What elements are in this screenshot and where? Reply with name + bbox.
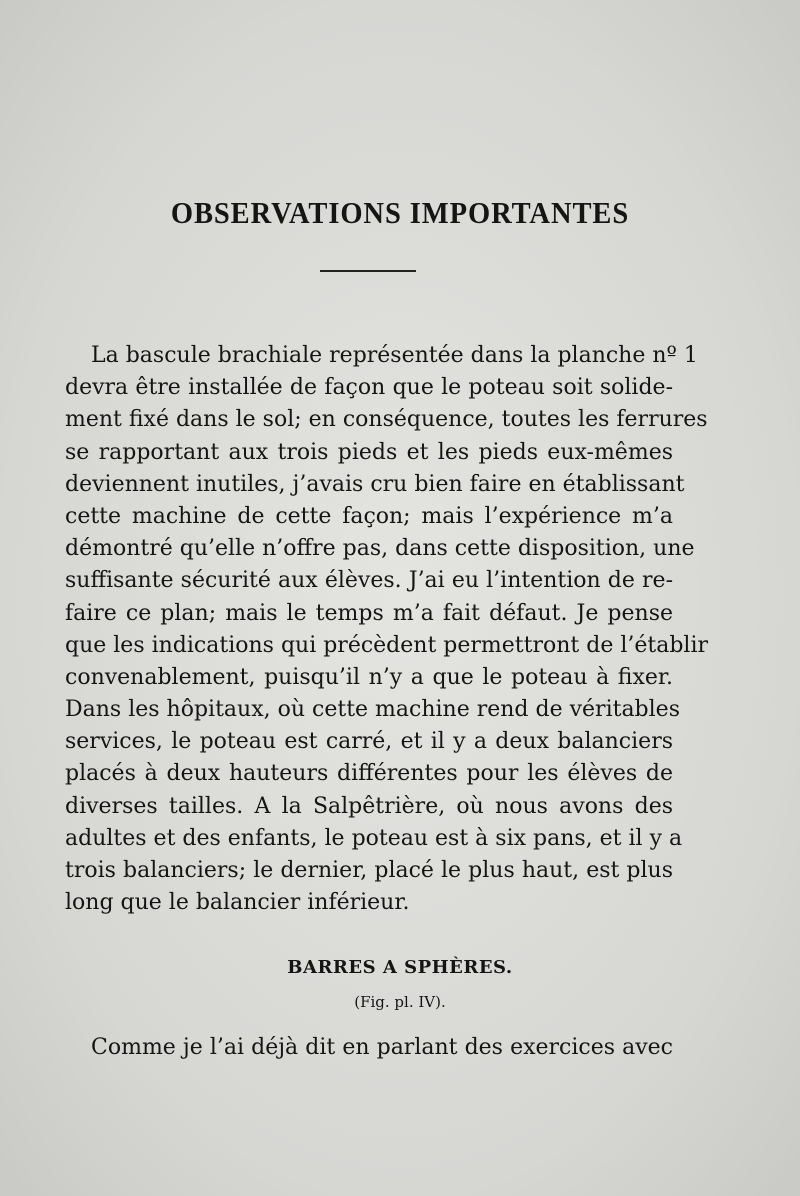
paragraph-line: cette machine de cette façon; mais l’expérience m’a [65,503,673,529]
page-title: OBSERVATIONS IMPORTANTES [170,195,630,230]
paragraph-line: se rapportant aux trois pieds et les pieds eux-mêmes [65,439,673,465]
paragraph-line: ment fixé dans le sol; en conséquence, toutes les ferrures [65,407,708,433]
figure-reference: (Fig. pl. IV). [354,993,446,1011]
paragraph-line: La bascule brachiale représentée dans la planche nº 1 [91,343,698,368]
paragraph-line: services, le poteau est carré, et il y a deux balanciers [65,729,673,755]
paragraph-line: faire ce plan; mais le temps m’a fait défaut. Je pense [65,600,673,626]
paragraph-line: trois balanciers; le dernier, placé le plus haut, est plus [65,858,673,883]
paragraph-line: démontré qu’elle n’offre pas, dans cette disposition, une [65,536,695,562]
continuation-paragraph [65,1032,673,1064]
paragraph-line: long que le balancier inférieur. [65,890,410,916]
paragraph-line: adultes et des enfants, le poteau est à six pans, et il y a [65,825,683,851]
paragraph-line: convenablement, puisqu’il n’y a que le poteau à fixer. [65,664,673,690]
paragraph-line: deviennent inutiles, j’avais cru bien faire en établissant [65,471,685,497]
paragraph-line: Dans les hôpitaux, où cette machine rend de véritables [65,697,680,723]
title-rule-divider [320,270,416,272]
section-heading: BARRES A SPHÈRES. [287,957,513,978]
paragraph-line: suffisante sécurité aux élèves. J’ai eu l’intention de re- [65,568,673,594]
paragraph-line: Comme je l’ai déjà dit en parlant des exercices avec [91,1035,673,1060]
paragraph-line: devra être installée de façon que le poteau soit solide- [65,375,673,401]
paragraph-line: placés à deux hauteurs différentes pour les élèves de [65,761,673,787]
main-paragraph [65,340,709,919]
paragraph-line: que les indications qui précèdent permettront de l’établir [65,632,709,658]
paragraph-line: diverses tailles. A la Salpêtrière, où nous avons des [65,793,673,819]
